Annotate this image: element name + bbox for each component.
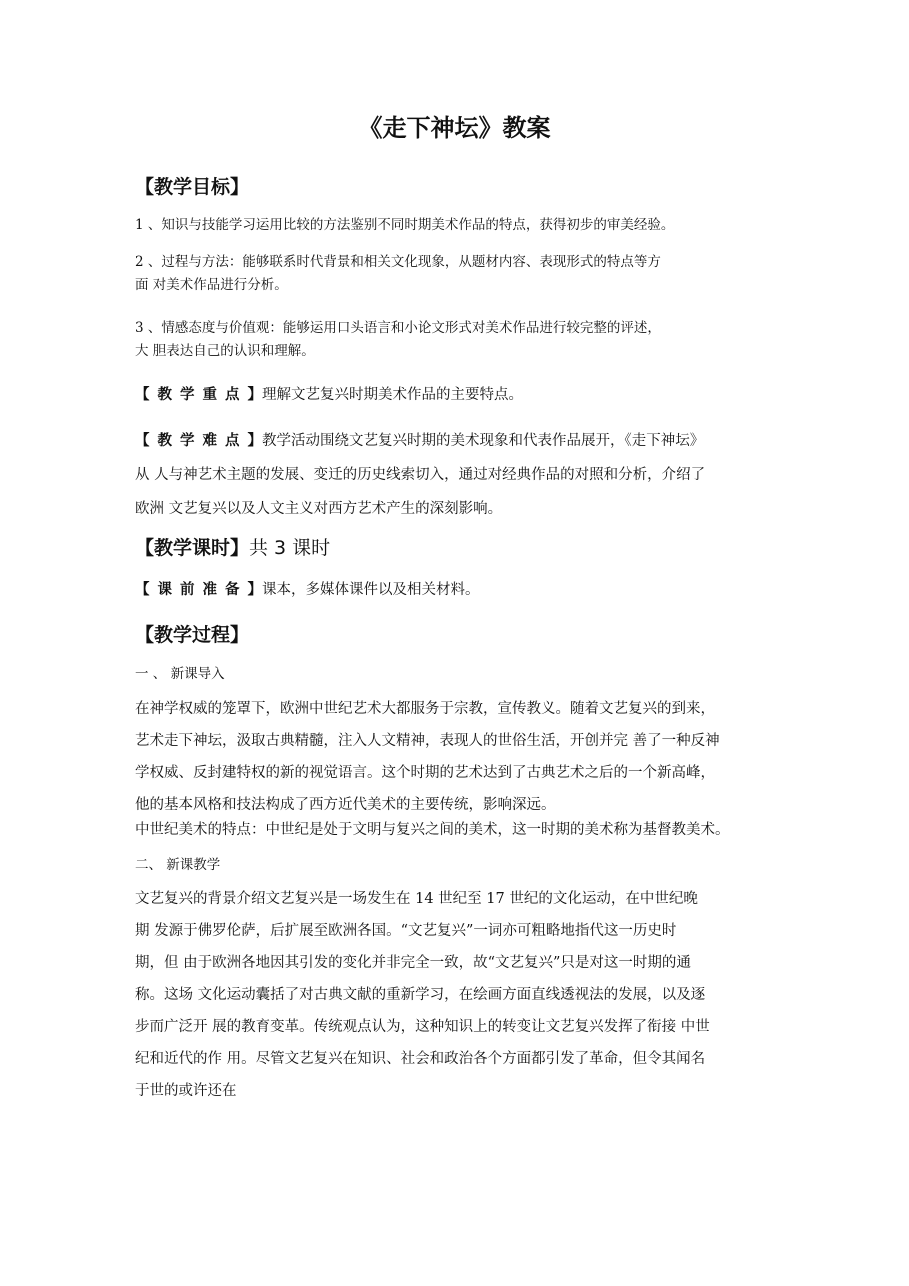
objectives-heading: 【教学目标】 [135,176,250,198]
section2-line: 于世的或许还在 [135,1083,237,1099]
focus-open: 【 [135,387,150,403]
section1-line: 中世纪美术的特点：中世纪是处于文明与复兴之间的美术，这一时期的美术称为基督教美术。 [135,822,730,838]
section-title: 二、 新课教学 [135,857,221,873]
difficulty-line: 从 人与神艺术主题的发展、变迁的历史线索切入，通过对经典作品的对照和分析，介绍了 [135,467,706,483]
objective-line: 1 、知识与技能学习运用比较的方法鉴别不同时期美术作品的特点，获得初步的审美经验。 [135,217,675,233]
section2-line: 步而广泛开 展的教育变革。传统观点认为，这种知识上的转变让文艺复兴发挥了衔接 中世 [135,1019,710,1035]
prep-open: 【 [135,582,150,598]
difficulty-text: 教学活动围绕文艺复兴时期的美术现象和代表作品展开，《走下神坛》 [262,433,705,449]
process-heading: 【教学过程】 [135,624,250,646]
section2-line: 期，但 由于欧洲各地因其引发的变化并非完全一致，故“文艺复兴”只是对这一时期的通 [135,955,691,971]
focus-text: 理解文艺复兴时期美术作品的主要特点。 [262,387,523,403]
hours-text: 共 3 课时 [249,537,331,559]
difficulty-label: 教学难点 [157,433,248,449]
prep-label: 课前准备 [157,582,248,598]
document-title: 《走下神坛》教案 [358,114,551,142]
difficulty-open: 【 [135,433,150,449]
difficulty-line: 欧洲 文艺复兴以及人文主义对西方艺术产生的深刻影响。 [135,501,503,517]
section2-line: 文艺复兴的背景介绍文艺复兴是一场发生在 14 世纪至 17 世纪的文化运动，在中世纪晚 [135,891,698,907]
objective-line: 大 胆表达自己的认识和理解。 [135,343,315,359]
section-title: 一 、 新课导入 [135,666,225,682]
difficulty-row [135,429,704,450]
section2-line: 纪和近代的作 用。尽管文艺复兴在知识、社会和政治各个方面都引发了革命，但令其闻名 [135,1051,706,1067]
section1-line: 在神学权威的笼罩下，欧洲中世纪艺术大都服务于宗教，宣传教义。随着文艺复兴的到来， [135,701,715,717]
objective-line: 2 、过程与方法：能够联系时代背景和相关文化现象，从题材内容、表现形式的特点等方 [135,254,661,270]
focus-close: 】 [247,387,262,403]
prep-row [135,578,480,599]
section1-line: 学权威、反封建特权的新的视觉语言。这个时期的艺术达到了古典艺术之后的一个新高峰， [135,765,715,781]
difficulty-close: 】 [247,433,262,449]
section2-line: 称。这场 文化运动囊括了对古典文献的重新学习，在绘画方面直线透视法的发展，以及逐 [135,987,706,1003]
prep-text: 课本，多媒体课件以及相关材料。 [262,582,480,598]
objective-line: 面 对美术作品进行分析。 [135,277,288,293]
hours-row [135,533,330,560]
focus-row [135,383,523,404]
section1-line: 艺术走下神坛，汲取古典精髓，注入人文精神，表现人的世俗生活，开创并完 善了一种反神 [135,733,720,749]
section2-line: 期 发源于佛罗伦萨，后扩展至欧洲各国。“文艺复兴”一词亦可粗略地指代这一历史时 [135,923,677,939]
hours-heading: 【教学课时】 [135,537,250,559]
prep-close: 】 [247,582,262,598]
objective-line: 3 、情感态度与价值观：能够运用口头语言和小论文形式对美术作品进行较完整的评述， [135,320,661,336]
section1-line: 他的基本风格和技法构成了西方近代美术的主要传统，影响深远。 [135,797,556,813]
focus-label: 教学重点 [157,387,248,403]
